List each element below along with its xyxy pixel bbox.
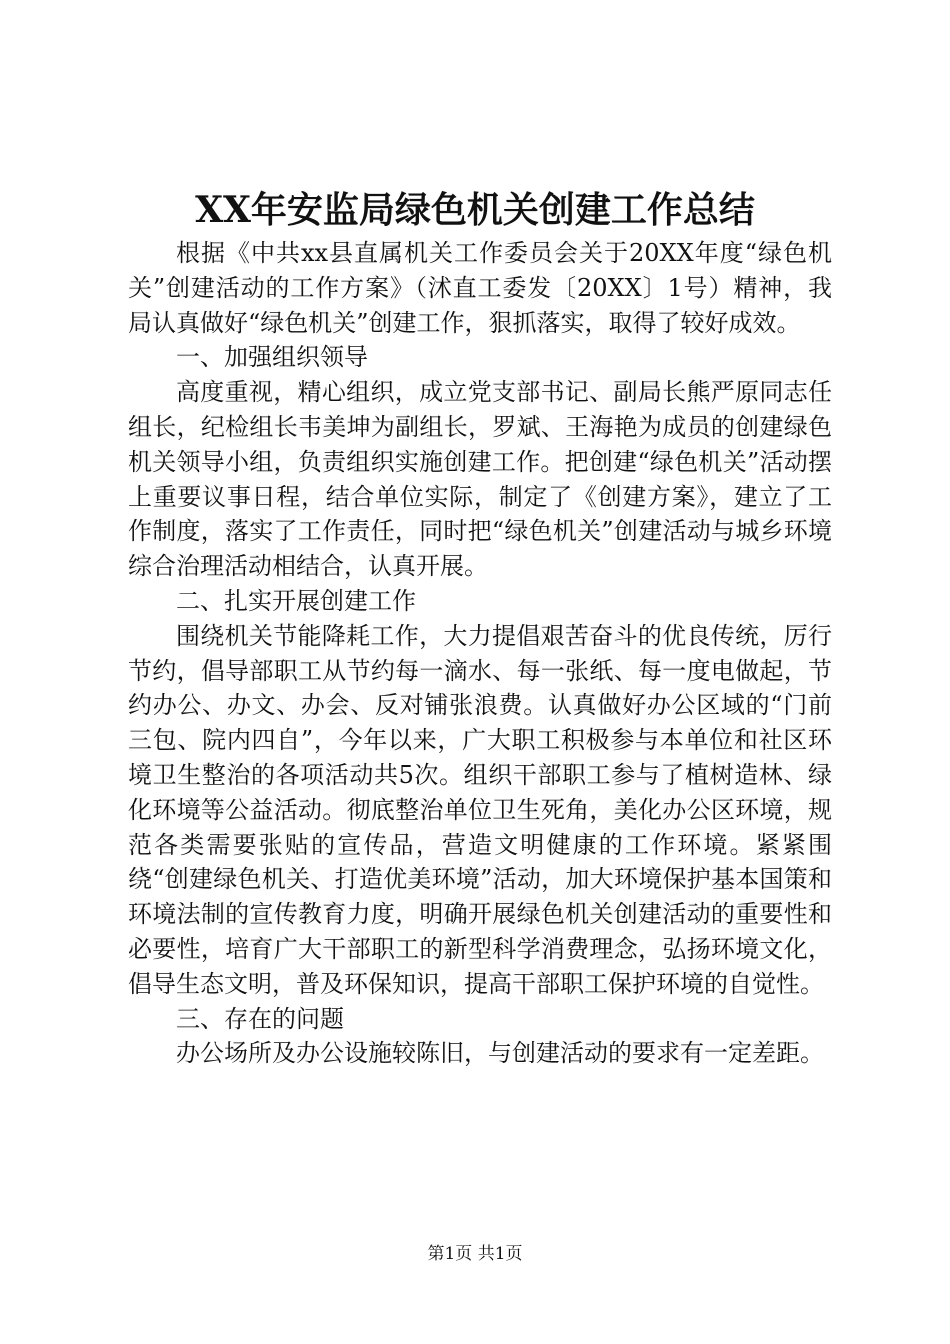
document-body: [128, 236, 832, 1071]
section-heading: 一、加强组织领导: [176, 343, 368, 372]
section-paragraph: 围绕机关节能降耗工作，大力提倡艰苦奋斗的优良传统，厉行节约，倡导部职工从节约每一滴水、每一张纸、每一度电做起，节约办公、办文、办会、反对铺张浪费。认真做好办公区域的“门前三包、院内四自”，今年以来，广大职工积极参与本单位和社区环境卫生整治的各项活动共5次。组织干部职工参与了植树造林、绿化环境等公益活动。彻底整治单位卫生死角，美化办公区环境，规范各类需要张贴的宣传品，营造文明健康的工作环境。紧紧围绕“创建绿色机关、打造优美环境”活动，加大环境保护基本国策和环境法制的宣传教育力度，明确开展绿色机关创建活动的重要性和必要性，培育广大干部职工的新型科学消费理念，弘扬环境文化，倡导生态文明，普及环保知识，提高干部职工保护环境的自觉性。: [128, 621, 832, 998]
section-heading: 三、存在的问题: [176, 1004, 344, 1033]
section-heading: 二、扎实开展创建工作: [176, 586, 416, 615]
section-paragraph: 高度重视，精心组织，成立党支部书记、副局长熊严原同志任组长，纪检组长韦美坤为副组长，罗斌、王海艳为成员的创建绿色机关领导小组，负责组织实施创建工作。把创建“绿色机关”活动摆上重要议事日程，结合单位实际，制定了《创建方案》，建立了工作制度，落实了工作责任，同时把“绿色机关”创建活动与城乡环境综合治理活动相结合，认真开展。: [128, 378, 832, 581]
section-paragraph: 办公场所及办公设施较陈旧，与创建活动的要求有一定差距。: [176, 1039, 824, 1068]
document-title: XX年安监局绿色机关创建工作总结: [195, 189, 755, 231]
intro-paragraph: 根据《中共xx县直属机关工作委员会关于20XX年度“绿色机关”创建活动的工作方案》（沭直工委发〔20XX〕1号）精神，我局认真做好“绿色机关”创建工作，狠抓落实，取得了较好成效。: [128, 239, 832, 337]
section-problems: [128, 1002, 832, 1072]
page-footer: 第1页 共1页: [427, 1244, 523, 1264]
section-implementation: [128, 584, 832, 1002]
section-organization: [128, 340, 832, 584]
